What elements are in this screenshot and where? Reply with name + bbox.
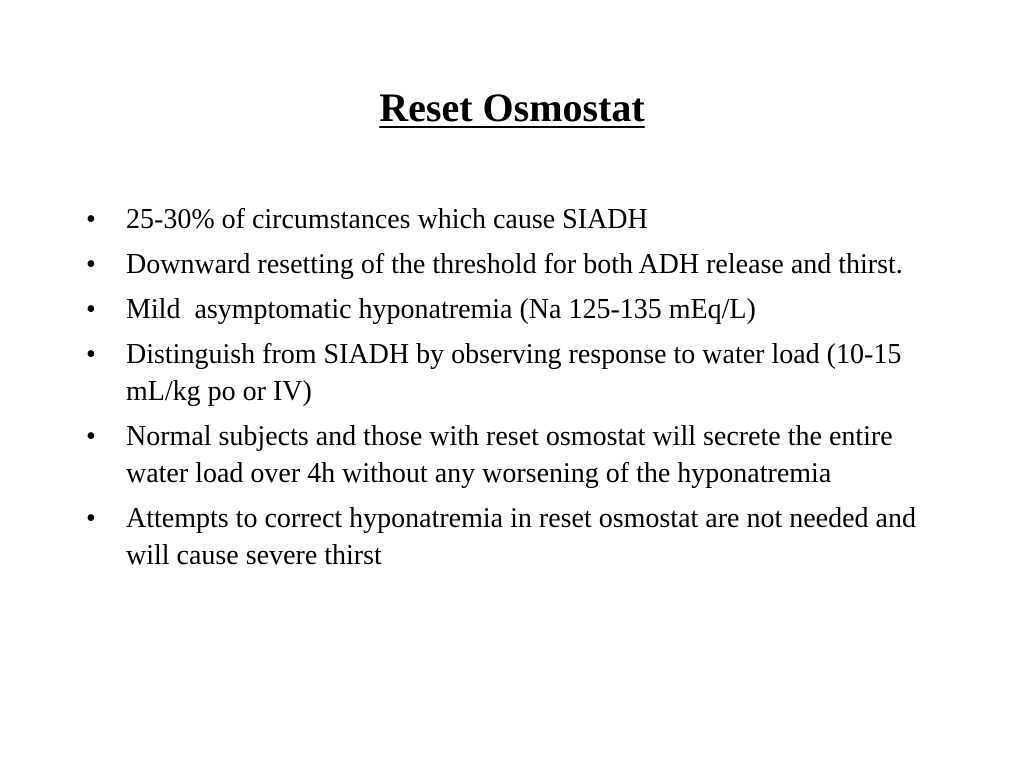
bullet-text: Attempts to correct hyponatremia in reset osmostat are not needed and will cause severe thirst <box>126 503 916 571</box>
slide-title-text: Reset Osmostat <box>379 85 645 130</box>
slide-title <box>0 84 1024 132</box>
bullet-icon: • <box>86 503 96 534</box>
bullet-icon: • <box>86 249 96 280</box>
bullet-icon: • <box>86 421 96 452</box>
bullet-icon: • <box>86 204 96 235</box>
bullet-item <box>86 201 946 238</box>
bullet-text: Mild asymptomatic hyponatremia (Na 125-135 mEq/L) <box>126 294 756 325</box>
bullet-item <box>86 246 946 283</box>
bullet-icon: • <box>86 294 96 325</box>
bullet-text: 25-30% of circumstances which cause SIADH <box>126 204 648 235</box>
bullet-item <box>86 336 946 410</box>
bullet-item <box>86 418 946 492</box>
bullet-text: Downward resetting of the threshold for both ADH release and thirst. <box>126 249 903 280</box>
bullet-list <box>86 201 946 582</box>
bullet-text: Distinguish from SIADH by observing response to water load (10-15 mL/kg po or IV) <box>126 339 902 407</box>
bullet-text: Normal subjects and those with reset osmostat will secrete the entire water load over 4h without any worsening of the hyponatremia <box>126 421 893 489</box>
bullet-icon: • <box>86 339 96 370</box>
bullet-item <box>86 291 946 328</box>
bullet-item <box>86 500 946 574</box>
